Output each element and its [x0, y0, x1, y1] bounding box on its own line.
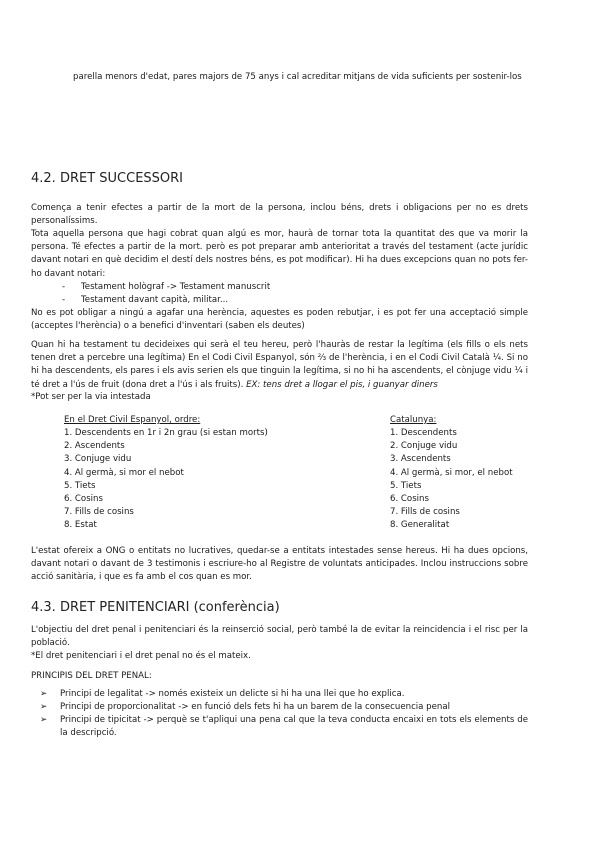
successori-paragraph-4 — [31, 339, 528, 392]
penitenciari-note: *El dret penitenciari i el dret penal no és el mateix. — [31, 651, 251, 661]
principle-text: Principi de tipicitat -> perquè se t'apliqui una pena cal que la teva conducta encaixi en tots els elements de la descripció. — [60, 715, 528, 739]
principles-title: PRINCIPIS DEL DRET PENAL: — [31, 671, 152, 681]
section-heading-dret-successori: 4.2. DRET SUCCESSORI — [31, 171, 184, 186]
example-text: EX: tens dret a llogar el pis, i guanyar diners — [246, 379, 438, 390]
list-item: 3. Conjuge vidu — [64, 454, 132, 465]
principle-item — [40, 701, 450, 714]
list-item: 6. Cosins — [64, 494, 103, 505]
list-item: 4. Al germà, si mor, el nebot — [390, 467, 513, 478]
list-item: 8. Estat — [64, 520, 97, 531]
arrow-bullet-icon: ➢ — [40, 689, 48, 699]
principle-text: Principi de proporcionalitat -> en funció dels fets hi ha un barem de la consecuencia penal — [60, 702, 451, 712]
principle-item — [40, 688, 405, 701]
section-heading-dret-penitenciari: 4.3. DRET PENITENCIARI (conferència) — [31, 600, 280, 615]
spanish-order-title: En el Dret Civil Espanyol, ordre: — [64, 415, 201, 425]
list-item: 4. Al germà, si mor el nebot — [64, 467, 184, 478]
catalan-order-title: Catalunya: — [390, 415, 437, 425]
penitenciari-paragraph-1: L'objectiu del dret penal i penitenciari és la reinserció social, però també la de evitar la reincidencia i el risc per la població. — [31, 625, 528, 649]
list-item: 8. Generalitat — [390, 520, 450, 531]
list-item: 2. Conjuge vidu — [390, 441, 458, 452]
list-item: 5. Tiets — [64, 480, 96, 491]
legitima-text: Quan hi ha testament tu decideixes qui serà el teu hereu, però l'hauràs de restar la legítima (els fills o els nets tenen dret a percebre una legítima) En el Codi Civil Espanyol, són ⅔ de l'herència, i en el Codi Civil Català ¼. Si no hi ha descendents, els pares i els avis serien els que tinguin la legítima, si no hi ha ascendents, el cònjuge vidu ¼ i té dret a l'ús de fruit (dona dret a l'ús i als fruits). — [31, 340, 528, 390]
principle-item — [40, 714, 528, 740]
list-item: 7. Fills de cosins — [64, 507, 134, 518]
list-item: 1. Descendents en 1r i 2n grau (si estan morts) — [64, 428, 268, 438]
catalan-order-list — [390, 427, 513, 533]
arrow-bullet-icon: ➢ — [40, 702, 48, 712]
principle-text: Principi de legalitat -> només existeix un delicte si hi ha una llei que ho explica. — [60, 689, 405, 699]
spanish-order-list — [64, 427, 268, 533]
list-item: 5. Tiets — [390, 480, 422, 491]
successori-paragraph-3: No es pot obligar a ningú a agafar una herència, aquestes es poden rebutjar, i es pot fer una acceptació simple (acceptes l'herència) o a benefici d'inventari (saben els deutes) — [31, 308, 528, 332]
intestate-note: *Pot ser per la via intestada — [31, 392, 151, 402]
successori-paragraph-2: Tota aquella persona que hagi cobrat quan algú es mor, haurà de tornar tota la quantitat des que va morir la persona. Té efectes a partir de la mort. però es pot preparar amb anterioritat a través del testament (acte jurídic davant notari en què decidim el destí dels nostres béns, es pot modificar). Hi ha dues excepcions quan no pots fer-ho davant notari: — [31, 229, 528, 279]
list-item: 3. Ascendents — [390, 454, 451, 465]
exception-item: - Testament hològraf -> Testament manuscrit — [62, 282, 271, 292]
exception-item-text: Testament davant capità, militar... — [81, 295, 229, 305]
exception-item-text: Testament hològraf -> Testament manuscrit — [81, 282, 271, 292]
successori-paragraph-1: Comença a tenir efectes a partir de la mort de la persona, inclou béns, drets i obligacions per no es drets personalíssims. — [31, 203, 528, 227]
arrow-bullet-icon: ➢ — [40, 715, 48, 725]
successori-paragraph-5: L'estat ofereix a ONG o entitats no lucratives, quedar-se a entitats intestades sense hereus. Hi ha dues opcions, davant notari o davant de 3 testimonis i escriure-ho al Registre de voluntats anticipades. Inclou instruccions sobre acció sanitària, i que es fa amb el cos quan es mor. — [31, 546, 528, 583]
list-item: 1. Descendents — [390, 428, 457, 438]
list-item: 2. Ascendents — [64, 441, 125, 452]
list-item: 6. Cosins — [390, 494, 429, 505]
exception-item: - Testament davant capità, militar... — [62, 295, 229, 305]
list-item: 7. Fills de cosins — [390, 507, 460, 518]
intro-paragraph: parella menors d'edat, pares majors de 75 anys i cal acreditar mitjans de vida suficients per sostenir-los — [73, 72, 522, 82]
